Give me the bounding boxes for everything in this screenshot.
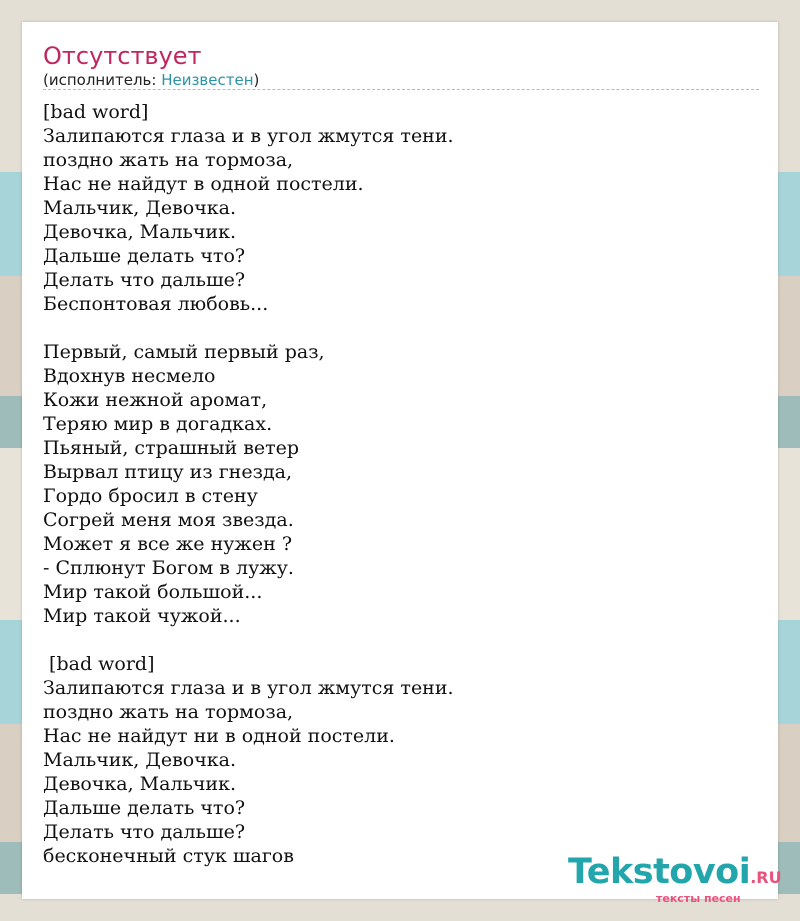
artist-link[interactable]: Неизвестен xyxy=(161,71,254,89)
lyric-line: Девочка, Мальчик. xyxy=(43,221,237,243)
lyric-line: Пьяный, страшный ветер xyxy=(43,437,300,459)
artist-prefix: (исполнитель: xyxy=(43,71,162,89)
artist-line xyxy=(43,71,259,89)
lyric-blank-line xyxy=(43,628,763,652)
logo-name: Tekstovoi xyxy=(568,852,751,892)
lyric-line: Мальчик, Девочка. xyxy=(43,749,237,771)
title-divider xyxy=(43,89,759,90)
lyric-line: Делать что дальше? xyxy=(43,269,246,291)
lyric-line: Мир такой большой... xyxy=(43,581,263,603)
lyric-line: [bad word] xyxy=(43,653,155,675)
lyric-line: - Сплюнут Богом в лужу. xyxy=(43,557,294,579)
lyric-line: Дальше делать что? xyxy=(43,245,246,267)
lyric-line: Кожи нежной аромат, xyxy=(43,389,268,411)
lyric-line: поздно жать на тормоза, xyxy=(43,149,294,171)
lyric-line: Делать что дальше? xyxy=(43,821,246,843)
lyric-blank-line xyxy=(43,316,763,340)
lyric-line: [bad word] xyxy=(43,101,149,123)
lyric-line: Залипаются глаза и в угол жмутся тени. xyxy=(43,677,454,699)
lyric-line: Мальчик, Девочка. xyxy=(43,197,237,219)
site-logo[interactable] xyxy=(568,852,782,905)
logo-domain: .RU xyxy=(750,868,782,887)
lyric-line: Девочка, Мальчик. xyxy=(43,773,237,795)
lyric-line: бесконечный стук шагов xyxy=(43,845,294,867)
lyric-line: поздно жать на тормоза, xyxy=(43,701,294,723)
lyric-line: Дальше делать что? xyxy=(43,797,246,819)
lyric-line: Согрей меня моя звезда. xyxy=(43,509,294,531)
lyric-line: Может я все же нужен ? xyxy=(43,533,293,555)
artist-suffix: ) xyxy=(253,71,260,89)
lyrics-text xyxy=(43,100,763,868)
song-title: Отсутствует xyxy=(43,42,202,70)
lyric-line: Залипаются глаза и в угол жмутся тени. xyxy=(43,125,454,147)
lyric-line: Нас не найдут в одной постели. xyxy=(43,173,364,195)
lyric-line: Беспонтовая любовь... xyxy=(43,293,269,315)
lyric-line: Мир такой чужой... xyxy=(43,605,241,627)
lyric-line: Теряю мир в догадках. xyxy=(43,413,273,435)
lyrics-card xyxy=(22,22,782,905)
lyric-line: Нас не найдут ни в одной постели. xyxy=(43,725,395,747)
lyric-line: Вырвал птицу из гнезда, xyxy=(43,461,293,483)
lyric-line: Гордо бросил в стену xyxy=(43,485,258,507)
lyric-line: Первый, самый первый раз, xyxy=(43,341,325,363)
logo-tagline: тексты песен xyxy=(656,892,741,905)
lyric-line: Вдохнув несмело xyxy=(43,365,216,387)
